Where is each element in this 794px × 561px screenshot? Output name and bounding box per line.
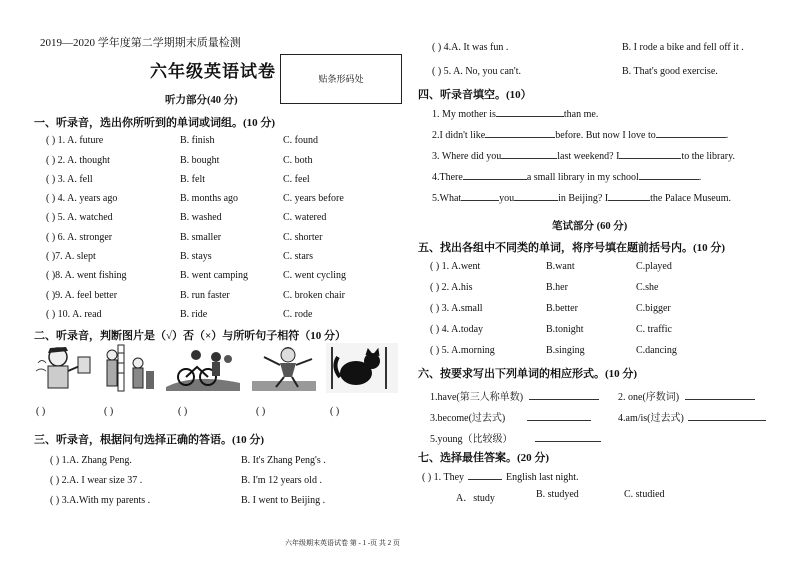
s5-q4-c: C. traffic <box>636 324 672 335</box>
s1-q5-c: C. watered <box>283 212 327 223</box>
s5-q2-a: ( ) 2. A.his <box>430 282 473 293</box>
exam-year-line: 2019—2020 学年度第二学期期末质量检测 <box>40 37 241 49</box>
s2-answer-5[interactable]: ( ) <box>330 406 340 417</box>
s3-q4-a: ( ) 4.A. It was fun . <box>432 42 509 53</box>
s1-q6-c: C. shorter <box>283 232 323 243</box>
s1-q3-c: C. feel <box>283 174 310 185</box>
s6-blank[interactable] <box>535 432 601 442</box>
s4-line2: 2.I didn't like before. But now I love to . <box>432 130 729 141</box>
s5-q1-a: ( ) 1. A.went <box>430 261 481 272</box>
s2-answer-3[interactable]: ( ) <box>178 406 188 417</box>
s3-q5-b: B. That's good exercise. <box>622 66 718 77</box>
s5-q1-b: B.want <box>546 261 575 272</box>
s5-q5-b: B.singing <box>546 345 585 356</box>
s1-q2-c: C. both <box>283 155 313 166</box>
s1-q3-a: ( ) 3. A. fell <box>46 174 93 185</box>
s4-blank[interactable] <box>501 149 557 159</box>
s4-line5: 5.What you in Beijing? I the Palace Museum. <box>432 193 731 204</box>
s1-q1-b: B. finish <box>180 135 215 146</box>
s1-q1-c: C. found <box>283 135 318 146</box>
girl-flying-picture <box>250 343 318 393</box>
s6-q2: 2. one(序数词) <box>618 388 755 403</box>
s2-answer-1[interactable]: ( ) <box>36 406 46 417</box>
written-part-title: 笔试部分 (60 分) <box>552 221 628 232</box>
section2-heading: 二、听录音，判断图片是（√）否（×）与所听句子相符（10 分） <box>34 330 347 342</box>
s2-answer-2[interactable]: ( ) <box>104 406 114 417</box>
s1-q4-b: B. months ago <box>180 193 239 204</box>
s5-q2-b: B.her <box>546 282 568 293</box>
section4-heading: 四、听录音填空。(10） <box>418 89 532 101</box>
s3-q2-a: ( ) 2.A. I wear size 37 . <box>50 475 143 486</box>
s3-q4-b: B. I rode a bike and fell off it . <box>622 42 744 53</box>
s7-blank[interactable] <box>468 470 502 480</box>
s1-q4-c: C. years before <box>283 193 344 204</box>
s6-blank[interactable] <box>527 411 591 421</box>
s1-q9-c: C. broken chair <box>283 290 345 301</box>
cycling-picture <box>164 343 242 393</box>
s3-q1-a: ( ) 1.A. Zhang Peng. <box>50 455 132 466</box>
s6-q4: 4.am/is(过去式) <box>618 409 766 424</box>
s4-blank[interactable] <box>619 149 681 159</box>
cat-picture <box>326 343 398 393</box>
s3-q3-b: B. I went to Beijing . <box>241 495 326 506</box>
s1-q5-a: ( ) 5. A. watched <box>46 212 113 223</box>
s4-blank[interactable] <box>463 170 527 180</box>
sick-boy-picture <box>34 343 96 393</box>
s4-blank[interactable] <box>639 170 699 180</box>
barcode-box <box>280 54 402 104</box>
s1-q8-c: C. went cycling <box>283 270 347 281</box>
listening-part-title: 听力部分(40 分) <box>165 95 238 106</box>
s5-q1-c: C.played <box>636 261 672 272</box>
s6-q1: 1.have(第三人称单数) <box>430 388 599 403</box>
s1-q8-a: ( )8. A. went fishing <box>46 270 127 281</box>
s3-q1-b: B. It's Zhang Peng's . <box>241 455 326 466</box>
s6-blank[interactable] <box>685 390 755 400</box>
s3-q5-a: ( ) 5. A. No, you can't. <box>432 66 522 77</box>
s3-q3-a: ( ) 3.A.With my parents . <box>50 495 151 506</box>
s4-blank[interactable] <box>496 107 564 117</box>
s5-q3-a: ( ) 3. A.small <box>430 303 483 314</box>
s5-q4-a: ( ) 4. A.today <box>430 324 484 335</box>
s1-q2-b: B. bought <box>180 155 220 166</box>
s4-line3: 3. Where did you last weekend? I to the library. <box>432 151 735 162</box>
s4-blank[interactable] <box>485 128 555 138</box>
s4-blank[interactable] <box>461 191 499 201</box>
s5-q3-b: B.better <box>546 303 578 314</box>
s4-blank[interactable] <box>656 128 726 138</box>
section7-heading: 七、选择最佳答案。(20 分) <box>418 452 550 464</box>
s1-q3-b: B. felt <box>180 174 205 185</box>
section5-heading: 五、找出各组中不同类的单词，将序号填在题前括号内。(10 分) <box>418 242 726 254</box>
s1-q2-a: ( ) 2. A. thought <box>46 155 110 166</box>
s7-q1-b: B. studyed <box>536 489 579 500</box>
s5-q3-c: C.bigger <box>636 303 671 314</box>
s1-q5-b: B. washed <box>180 212 222 223</box>
s1-q6-a: ( ) 6. A. stronger <box>46 232 113 243</box>
s7-q1-c: C. studied <box>624 489 665 500</box>
s1-q9-a: ( )9. A. feel better <box>46 290 118 301</box>
section6-heading: 六、按要求写出下列单词的相应形式。(10 分) <box>418 368 638 380</box>
s7-q1-a: A．study <box>456 493 495 504</box>
section1-heading: 一、听录音，选出你所听到的单词或词组。(10 分) <box>34 117 276 129</box>
s3-q2-b: B. I'm 12 years old . <box>241 475 322 486</box>
s1-q6-b: B. smaller <box>180 232 222 243</box>
barcode-label: 贴条形码处 <box>318 74 364 84</box>
s2-answer-4[interactable]: ( ) <box>256 406 266 417</box>
s5-q5-a: ( ) 5. A.morning <box>430 345 495 356</box>
s4-line4: 4.There a small library in my school . <box>432 172 702 183</box>
s5-q5-c: C.dancing <box>636 345 677 356</box>
s1-q4-a: ( ) 4. A. years ago <box>46 193 118 204</box>
s5-q4-b: B.tonight <box>546 324 584 335</box>
s6-q3: 3.become(过去式) <box>430 409 591 424</box>
s6-blank[interactable] <box>529 390 599 400</box>
s5-q2-c: C.she <box>636 282 659 293</box>
s1-q1-a: ( ) 1. A. future <box>46 135 104 146</box>
s1-q10-a: ( ) 10. A. read <box>46 309 102 320</box>
s1-q7-c: C. stars <box>283 251 313 262</box>
s4-blank[interactable] <box>608 191 650 201</box>
s1-q7-b: B. stays <box>180 251 212 262</box>
s1-q9-b: B. run faster <box>180 290 230 301</box>
s1-q10-b: B. ride <box>180 309 208 320</box>
section3-heading: 三、听录音，根据问句选择正确的答语。(10 分) <box>34 434 265 446</box>
exam-title: 六年级英语试卷 <box>150 62 276 81</box>
s6-blank[interactable] <box>688 411 766 421</box>
height-measure-picture <box>104 343 156 393</box>
s6-q5: 5.young（比较级） <box>430 430 601 445</box>
s1-q10-c: C. rode <box>283 309 313 320</box>
s4-blank[interactable] <box>514 191 558 201</box>
s7-q1: ( ) 1. They English last night. <box>422 472 579 483</box>
page-footer: 六年级期末英语试卷 第 - 1 -页 共 2 页 <box>285 539 400 547</box>
s1-q7-a: ( )7. A. slept <box>46 251 96 262</box>
s4-line1: 1. My mother is than me. <box>432 109 599 120</box>
s1-q8-b: B. went camping <box>180 270 249 281</box>
